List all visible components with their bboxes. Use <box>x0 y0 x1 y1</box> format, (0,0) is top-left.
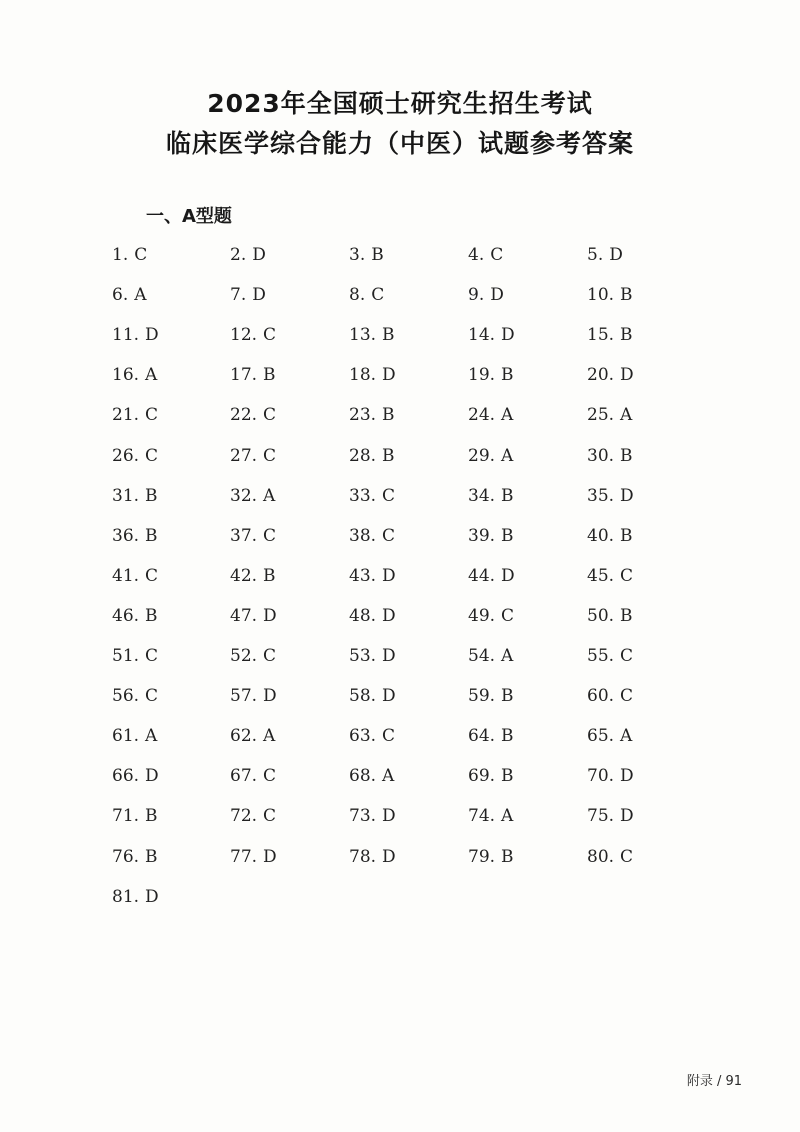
answer-item <box>349 847 396 867</box>
answer-letter: D <box>382 847 396 867</box>
answer-letter: B <box>620 446 633 466</box>
answer-letter: B <box>382 325 395 345</box>
question-number: 28. <box>349 446 377 466</box>
answer-item <box>349 566 396 586</box>
answer-item <box>349 806 396 826</box>
question-number: 41. <box>112 566 140 586</box>
answer-item <box>230 446 276 466</box>
answer-letter: D <box>620 365 634 385</box>
answer-letter: D <box>263 847 277 867</box>
answer-letter: A <box>501 806 514 826</box>
answer-letter: D <box>382 806 396 826</box>
answer-letter: C <box>620 847 634 867</box>
answer-letter: C <box>134 245 148 265</box>
answer-letter: C <box>263 446 277 466</box>
answer-letter: B <box>382 405 395 425</box>
question-number: 51. <box>112 646 140 666</box>
document-title-line2: 临床医学综合能力（中医）试题参考答案 <box>165 129 634 158</box>
answer-item <box>349 325 395 345</box>
question-number: 44. <box>468 566 496 586</box>
question-number: 32. <box>230 486 258 506</box>
answer-letter: C <box>145 566 159 586</box>
answer-letter: B <box>501 526 514 546</box>
question-number: 76. <box>112 847 140 867</box>
answer-item <box>112 606 158 626</box>
question-number: 24. <box>468 405 496 425</box>
question-number: 71. <box>112 806 140 826</box>
question-number: 35. <box>587 486 615 506</box>
answer-letter: D <box>382 566 396 586</box>
answer-item <box>112 446 158 466</box>
answer-letter: C <box>620 686 634 706</box>
answer-letter: C <box>263 325 277 345</box>
answer-letter: C <box>382 486 396 506</box>
question-number: 40. <box>587 526 615 546</box>
question-number: 47. <box>230 606 258 626</box>
question-number: 65. <box>587 726 615 746</box>
question-number: 53. <box>349 646 377 666</box>
question-number: 19. <box>468 365 496 385</box>
question-number: 78. <box>349 847 377 867</box>
question-number: 9. <box>468 285 485 305</box>
answer-item <box>112 726 157 746</box>
answer-letter: B <box>382 446 395 466</box>
question-number: 63. <box>349 726 377 746</box>
answer-item <box>112 686 158 706</box>
answer-item <box>468 245 503 265</box>
question-number: 56. <box>112 686 140 706</box>
answer-item <box>230 486 275 506</box>
answer-item <box>112 766 159 786</box>
answer-letter: B <box>501 365 514 385</box>
answer-item <box>112 646 158 666</box>
answer-letter: B <box>620 325 633 345</box>
answer-letter: C <box>501 606 515 626</box>
answer-item <box>349 726 395 746</box>
answer-item <box>587 446 633 466</box>
answer-item <box>587 486 634 506</box>
answer-item <box>468 847 514 867</box>
answer-item <box>468 646 513 666</box>
answer-item <box>468 726 514 746</box>
answer-item <box>468 405 513 425</box>
answer-item <box>349 526 395 546</box>
answer-letter: D <box>382 646 396 666</box>
answer-letter: C <box>145 405 159 425</box>
answer-item <box>112 325 159 345</box>
question-number: 21. <box>112 405 140 425</box>
question-number: 42. <box>230 566 258 586</box>
answer-item <box>230 606 277 626</box>
answer-letter: B <box>501 686 514 706</box>
question-number: 54. <box>468 646 496 666</box>
question-number: 27. <box>230 446 258 466</box>
answer-item <box>112 486 158 506</box>
answer-item <box>468 325 515 345</box>
answer-item <box>230 566 276 586</box>
answer-item <box>587 806 634 826</box>
answer-letter: A <box>134 285 147 305</box>
answer-item <box>230 285 266 305</box>
answer-item <box>112 405 158 425</box>
answer-item <box>349 686 396 706</box>
answer-letter: B <box>620 526 633 546</box>
answer-letter: D <box>620 806 634 826</box>
answer-letter: A <box>145 726 158 746</box>
question-number: 48. <box>349 606 377 626</box>
question-number: 81. <box>112 887 140 907</box>
answer-letter: C <box>620 566 634 586</box>
answer-item <box>230 766 276 786</box>
answer-item <box>587 566 633 586</box>
answer-item <box>112 365 157 385</box>
question-number: 20. <box>587 365 615 385</box>
answer-letter: D <box>145 887 159 907</box>
answer-item <box>230 646 276 666</box>
question-number: 23. <box>349 405 377 425</box>
answer-item <box>230 365 276 385</box>
question-number: 30. <box>587 446 615 466</box>
question-number: 62. <box>230 726 258 746</box>
answer-letter: B <box>371 245 384 265</box>
answer-item <box>349 606 396 626</box>
answer-letter: D <box>252 285 266 305</box>
question-number: 13. <box>349 325 377 345</box>
answer-letter: D <box>145 766 159 786</box>
answer-letter: C <box>145 646 159 666</box>
answer-item <box>468 806 513 826</box>
question-number: 2. <box>230 245 247 265</box>
question-number: 16. <box>112 365 140 385</box>
question-number: 67. <box>230 766 258 786</box>
question-number: 5. <box>587 245 604 265</box>
question-number: 37. <box>230 526 258 546</box>
question-number: 38. <box>349 526 377 546</box>
answer-item <box>112 566 158 586</box>
answer-item <box>349 446 395 466</box>
answer-item <box>112 245 147 265</box>
answer-item <box>587 686 633 706</box>
question-number: 10. <box>587 285 615 305</box>
answer-letter: A <box>145 365 158 385</box>
answer-item <box>587 606 633 626</box>
answer-item <box>587 726 632 746</box>
answer-letter: C <box>145 686 159 706</box>
answer-item <box>230 245 266 265</box>
answer-item <box>468 446 513 466</box>
answer-letter: A <box>620 726 633 746</box>
answer-letter: A <box>263 726 276 746</box>
answer-letter: C <box>263 405 277 425</box>
question-number: 36. <box>112 526 140 546</box>
answer-item <box>230 686 277 706</box>
answer-item <box>587 646 633 666</box>
answer-item <box>468 686 514 706</box>
question-number: 15. <box>587 325 615 345</box>
answer-letter: B <box>145 526 158 546</box>
answer-item <box>468 606 514 626</box>
question-number: 52. <box>230 646 258 666</box>
answer-letter: D <box>263 606 277 626</box>
answer-item <box>112 526 158 546</box>
question-number: 61. <box>112 726 140 746</box>
answer-letter: B <box>145 486 158 506</box>
question-number: 6. <box>112 285 129 305</box>
answer-item <box>468 486 514 506</box>
answer-item <box>112 847 158 867</box>
question-number: 25. <box>587 405 615 425</box>
question-number: 72. <box>230 806 258 826</box>
question-number: 1. <box>112 245 129 265</box>
answer-letter: A <box>501 446 514 466</box>
answer-letter: A <box>501 646 514 666</box>
question-number: 17. <box>230 365 258 385</box>
answer-letter: D <box>382 606 396 626</box>
question-number: 59. <box>468 686 496 706</box>
answer-item <box>230 526 276 546</box>
answer-item <box>230 726 275 746</box>
answer-letter: B <box>501 726 514 746</box>
answer-item <box>587 245 623 265</box>
answer-letter: C <box>382 526 396 546</box>
answer-letter: D <box>620 766 634 786</box>
answer-item <box>587 526 633 546</box>
answer-item <box>587 325 633 345</box>
question-number: 3. <box>349 245 366 265</box>
answer-item <box>230 806 276 826</box>
answer-letter: A <box>263 486 276 506</box>
question-number: 64. <box>468 726 496 746</box>
question-number: 43. <box>349 566 377 586</box>
answer-item <box>468 526 514 546</box>
answer-letter: C <box>263 646 277 666</box>
answer-letter: D <box>490 285 504 305</box>
answer-item <box>468 566 515 586</box>
answer-letter: B <box>501 486 514 506</box>
answer-letter: B <box>501 847 514 867</box>
question-number: 26. <box>112 446 140 466</box>
question-number: 29. <box>468 446 496 466</box>
answer-item <box>587 847 633 867</box>
answer-letter: B <box>263 566 276 586</box>
answer-letter: B <box>145 606 158 626</box>
answer-letter: D <box>252 245 266 265</box>
question-number: 58. <box>349 686 377 706</box>
question-number: 57. <box>230 686 258 706</box>
answer-item <box>468 766 514 786</box>
question-number: 77. <box>230 847 258 867</box>
answer-item <box>587 365 634 385</box>
answer-letter: B <box>501 766 514 786</box>
question-number: 68. <box>349 766 377 786</box>
question-number: 22. <box>230 405 258 425</box>
answer-item <box>230 847 277 867</box>
answer-letter: D <box>501 566 515 586</box>
answer-letter: C <box>145 446 159 466</box>
page-footer: 附录 / 91 <box>686 1074 742 1089</box>
answer-letter: B <box>145 806 158 826</box>
question-number: 14. <box>468 325 496 345</box>
answer-item <box>587 766 634 786</box>
answer-letter: D <box>382 365 396 385</box>
question-number: 69. <box>468 766 496 786</box>
question-number: 39. <box>468 526 496 546</box>
answer-letter: A <box>382 766 395 786</box>
question-number: 4. <box>468 245 485 265</box>
answer-item <box>349 646 396 666</box>
answer-item <box>112 285 147 305</box>
answer-letter: C <box>371 285 385 305</box>
question-number: 66. <box>112 766 140 786</box>
answer-letter: D <box>620 486 634 506</box>
answer-letter: D <box>145 325 159 345</box>
question-number: 7. <box>230 285 247 305</box>
answer-item <box>230 405 276 425</box>
answer-letter: C <box>382 726 396 746</box>
answer-letter: D <box>501 325 515 345</box>
question-number: 31. <box>112 486 140 506</box>
answer-item <box>468 365 514 385</box>
answer-letter: D <box>263 686 277 706</box>
question-number: 50. <box>587 606 615 626</box>
question-number: 80. <box>587 847 615 867</box>
question-number: 34. <box>468 486 496 506</box>
answer-item <box>349 766 394 786</box>
question-number: 75. <box>587 806 615 826</box>
answer-item <box>349 285 384 305</box>
answer-item <box>112 887 159 907</box>
question-number: 8. <box>349 285 366 305</box>
question-number: 79. <box>468 847 496 867</box>
answer-letter: C <box>490 245 504 265</box>
question-number: 60. <box>587 686 615 706</box>
document-title-line1: 2023年全国硕士研究生招生考试 <box>207 89 593 118</box>
answer-item <box>349 245 384 265</box>
answer-item <box>349 405 395 425</box>
answer-letter: C <box>263 806 277 826</box>
question-number: 49. <box>468 606 496 626</box>
answer-item <box>230 325 276 345</box>
answer-item <box>349 365 396 385</box>
question-number: 12. <box>230 325 258 345</box>
question-number: 70. <box>587 766 615 786</box>
question-number: 74. <box>468 806 496 826</box>
question-number: 11. <box>112 325 140 345</box>
answer-letter: A <box>620 405 633 425</box>
answer-letter: A <box>501 405 514 425</box>
answer-letter: B <box>620 606 633 626</box>
answer-letter: D <box>609 245 623 265</box>
answer-letter: C <box>263 526 277 546</box>
question-number: 33. <box>349 486 377 506</box>
section-heading: 一、A型题 <box>146 206 232 227</box>
answer-letter: B <box>263 365 276 385</box>
answer-letter: B <box>145 847 158 867</box>
question-number: 55. <box>587 646 615 666</box>
answer-letter: D <box>382 686 396 706</box>
answer-item <box>587 285 633 305</box>
answer-letter: C <box>620 646 634 666</box>
question-number: 46. <box>112 606 140 626</box>
answer-item <box>349 486 395 506</box>
question-number: 45. <box>587 566 615 586</box>
answer-item <box>468 285 504 305</box>
answer-item <box>587 405 632 425</box>
answer-letter: C <box>263 766 277 786</box>
question-number: 18. <box>349 365 377 385</box>
answer-letter: B <box>620 285 633 305</box>
question-number: 73. <box>349 806 377 826</box>
answer-item <box>112 806 158 826</box>
